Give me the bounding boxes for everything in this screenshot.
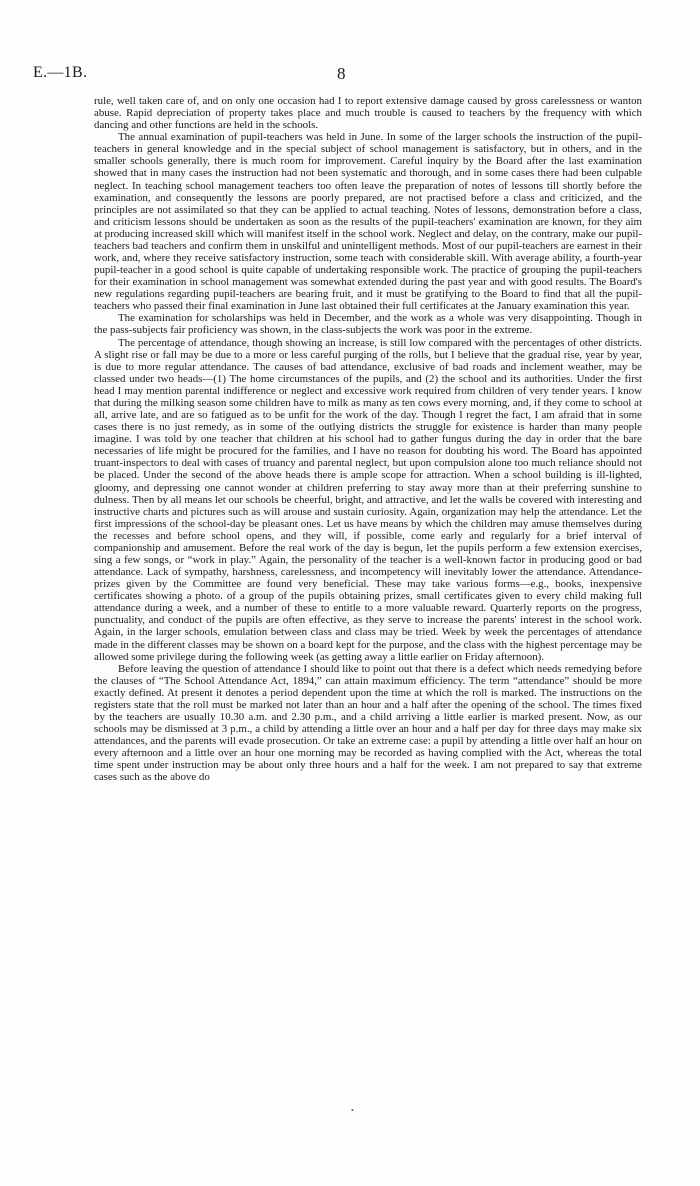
report-reference: E.—1B. [33, 64, 88, 81]
body-text [94, 95, 642, 783]
paragraph-continued: rule, well taken care of, and on only one occasion had I to report extensive damage caused by gross carelessness or wanton abuse. Rapid depreciation of property takes place and much trouble is caused to teachers by the frequency with which dancing and other functions are held in the schools. [94, 95, 642, 132]
paragraph-pupil-teachers: The annual examination of pupil-teachers was held in June. In some of the larger schools the instruction of the pupil-teachers in general knowledge and in the special subject of school management is satisfactory, but in others, and in the smaller schools generally, there is much room for improvement. Careful inquiry by the Board after the last examination showed that in many cases the instruction had not been systematic and thorough, and in some cases there had been culpable neglect. In teaching school management teachers too often leave the preparation of notes of lessons till shortly before the examination, and consequently the lessons are poorly prepared, are not practised before a class and criticized, and the principles are not assimilated so that they can be applied to actual teaching. Notes of lessons, demonstration before a class, and criticism lessons should be undertaken as soon as the results of the pupil-teachers' examination are known, for they aim at producing increased skill which will manifest itself in the school work. Neglect and delay, on the contrary, make our pupil-teachers bad teachers and confirm them in unskilful and unintelligent methods. Most of our pupil-teachers are earnest in their work, and, where they receive satisfactory instruction, some teach with considerable skill. With average ability, a fourth-year pupil-teacher in a good school is quite capable of undertaking responsible work. The practice of grouping the pupil-teachers for their examination in school management was somewhat extended during the past year and with good results. The Board's new regulations regarding pupil-teachers are bearing fruit, and it must be gratifying to the Board to find that all the pupil-teachers who passed their final examination in June last obtained their full certificates at the January examination this year. [94, 131, 642, 313]
paragraph-scholarships: The examination for scholarships was held in December, and the work as a whole was very disappointing. Though in the pass-subjects fair proficiency was shown, in the class-subjects the work was poor in the extreme. [94, 312, 642, 337]
paragraph-attendance-act: Before leaving the question of attendance I should like to point out that there is a defect which needs remedying before the clauses of “The School Attendance Act, 1894,” can attain maximum efficiency. The term “attendance” should be more exactly defined. At present it denotes a period dependent upon the time at which the roll is marked. The instructions on the registers state that the roll must be marked not later than an hour and a half after the opening of the school. The times fixed by the teachers are usually 10.30 a.m. and 2.30 p.m., and a child arriving a little earlier is marked present. Now, as our schools may be dismissed at 3 p.m., a child by attending a little over an hour and a half per day for three days may make six attendances, and the parents will evade prosecution. Or take an extreme case: a pupil by attending a little over half an hour on every afternoon and a little over an hour one morning may be recorded as having complied with the Act, whereas the total time spent under instruction may be about only three hours and a half for the week. I am not prepared to say that extreme cases such as the above do [94, 662, 642, 784]
paragraph-attendance: The percentage of attendance, though showing an increase, is still low compared with the percentages of other districts. A slight rise or fall may be due to a more or less careful purging of the rolls, but I believe that the gradual rise, year by year, is due to more regular attendance. The causes of bad attendance, exclusive of bad roads and inclement weather, may be classed under two heads—(1) The home circumstances of the pupils, and (2) the school and its authorities. Under the first head I may mention parental indifference or neglect and excessive work required from children of very tender years. I know that during the milking season some children have to milk as many as ten cows every morning, and, if they come to school at all, arrive late, and are so fatigued as to be unfit for the work of the day. Though I regret the fact, I am afraid that in some cases there is no just remedy, as in some of the outlying districts the struggle for existence is harder than many people imagine. I was told by one teacher that children at his school had to gather fungus during the day in order that the bare necessaries of life might be procured for the families, and I have no reason for doubting his word. The Board has appointed truant-inspectors to deal with cases of truancy and parental neglect, but upon compulsion alone too much reliance should not be placed. Under the second of the above heads there is ample scope for attraction. When a school building is ill-lighted, gloomy, and depressing one cannot wonder at children preferring to stay away more than at their preferring sunshine to dulness. Then by all means let our schools be cheerful, bright, and attractive, and let the walls be covered with interesting and instructive charts and pictures such as will arouse and sustain curiosity. Again, organization may help the attendance. Let the first impressions of the school-day be pleasant ones. Let us have means by which the children may amuse themselves during the recesses and before school opens, and they will, if possible, come early and regularly for a brief interval of companionship and amusement. Before the real work of the day is begun, let the pupils perform a few extension exercises, sing a few songs, or “work in play.” Again, the personality of the teacher is a well-known factor in producing good or bad attendance. Lack of sympathy, harshness, carelessness, and incompetency will inevitably lower the attendance. Attendance-prizes given by the Committee are found very beneficial. These may take various forms—e.g., books, inexpensive certificates showing a photo. of a group of the pupils obtaining prizes, small certificates given to every child making full attendance during a week, and a number of these to entitle to a more valuable reward. Quarterly reports on the progress, punctuality, and conduct of the pupils are often effective, as they serve to increase the parents' interest in the school work. Again, in the larger schools, emulation between class and class may be tried. Week by week the percentages of attendance made in the different classes may be shown on a board kept for the purpose, and the class with the highest percentage may be allowed some privilege during the following week (as getting away a little earlier on Friday afternoon). [94, 336, 642, 663]
page-number: 8 [337, 64, 346, 83]
footer-mark: • [351, 1106, 354, 1115]
page-header [33, 64, 663, 86]
